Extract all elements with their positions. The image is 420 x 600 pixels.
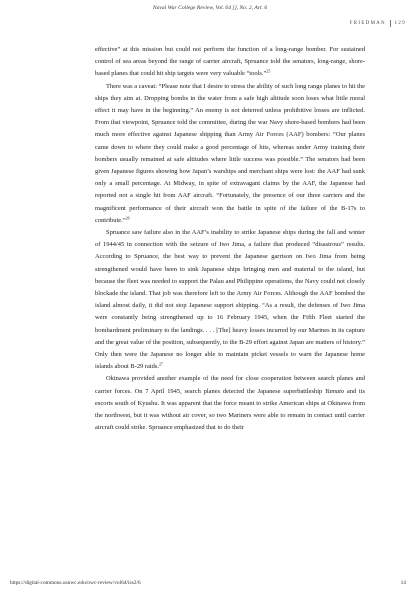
paragraph-text: and its escorts south of Kyushu. It was apparent that the force meant to strike American ships at Okinawa from the northwest, but it was without air cover, so two Mariners were able to remain in contact until carrier aircraft could strike. Spruance emphasized that to do their: [95, 387, 365, 432]
running-head-divider: [390, 20, 391, 27]
ship-name: Yamato: [325, 387, 345, 395]
paragraph: [95, 44, 365, 81]
source-url[interactable]: https://digital-commons.usnwc.edu/nwc-review/vol64/iss2/6: [10, 580, 141, 586]
paragraph-text: There was a caveat: “Please note that I desire to stress the ability of such long range planes to hit the ships they aim at. Dropping bombs in the water from a safe high altitude soon loses what little moral effect it may have in the beginning.” An enemy is not deterred unless prohibitive losses are inflicted. From that viewpoint, Spruance told the committee, during the war Navy shore-based bombers had been much more effective against Japanese shipping than Army Air Forces (AAF) bombers: “Our planes came down to where they could make a good percentage of hits, whereas under Army training their bombers usually remained at safe altitudes where little success was possible.” The senators had been given Japanese figures showing how Japan’s warships and merchant ships were lost: the AAF had sunk only a small percentage. At Midway, in spite of extravagant claims by the AAF, the Japanese had reported not a single hit from AAF aircraft. “Fortunately, the presence of our three carriers and the magnificent performance of their aircraft won the battle in spite of the failure of the B-17s to contribute.”: [95, 82, 365, 224]
paragraph-text: effective” at this mission but could not perform the function of a long-range bomber. For sustained control of sea areas beyond the range of carrier aircraft, Spruance told the senators, long-range, shore-based planes that could hit ship targets were very valuable “tools.”: [95, 46, 365, 78]
running-head-author: FRIEDMAN: [349, 21, 386, 26]
paragraph: [95, 373, 365, 434]
footer-page-number: 14: [400, 580, 406, 586]
endnote-marker: 25: [266, 68, 271, 74]
article-body: [95, 44, 365, 435]
paragraph-text: Okinawa provided another example of the need for close cooperation between search planes and carrier forces. On 7 April 1945, search planes detected the Japanese superbattleship: [95, 375, 365, 395]
running-head: [350, 20, 406, 27]
running-head-page-number: 129: [394, 21, 406, 26]
paragraph-text: Spruance saw failure also in the AAF’s inability to strike Japanese ships during the fall and winter of 1944/45 in connection with the seizure of Iwo Jima, a failure that produced “disastrous” results. According to Spruance, the best way to prevent the Japanese garrison on Iwo Jima from being strengthened would have been to sink Japanese ships bringing men and material to the island, but because the fleet was needed to support the Palau and Philippine operations, the Navy could not closely blockade the island. That job was therefore left to the Army Air Forces. Although the AAF bombed the island almost daily, it did not stop Japanese support shipping. “As a result, the defenses of Iwo Jima were constantly being strengthened up to 16 February 1945, when the Fifth Fleet started the bombardment preliminary to the landings. . . . [The] heavy losses incurred by our Marines in its capture and the great value of the position, subsequently, to the B-29 effort against Japan are matters of history.” Only then were the Japanese no longer able to maintain picket vessels to warn the Japanese home islands about B-29 raids.: [95, 229, 365, 371]
paragraph: [95, 81, 365, 227]
paragraph: [95, 227, 365, 373]
endnote-marker: 27: [159, 361, 164, 367]
endnote-marker: 26: [125, 215, 130, 221]
journal-citation: Naval War College Review, Vol. 64 [], No. 2, Art. 6: [152, 5, 268, 11]
